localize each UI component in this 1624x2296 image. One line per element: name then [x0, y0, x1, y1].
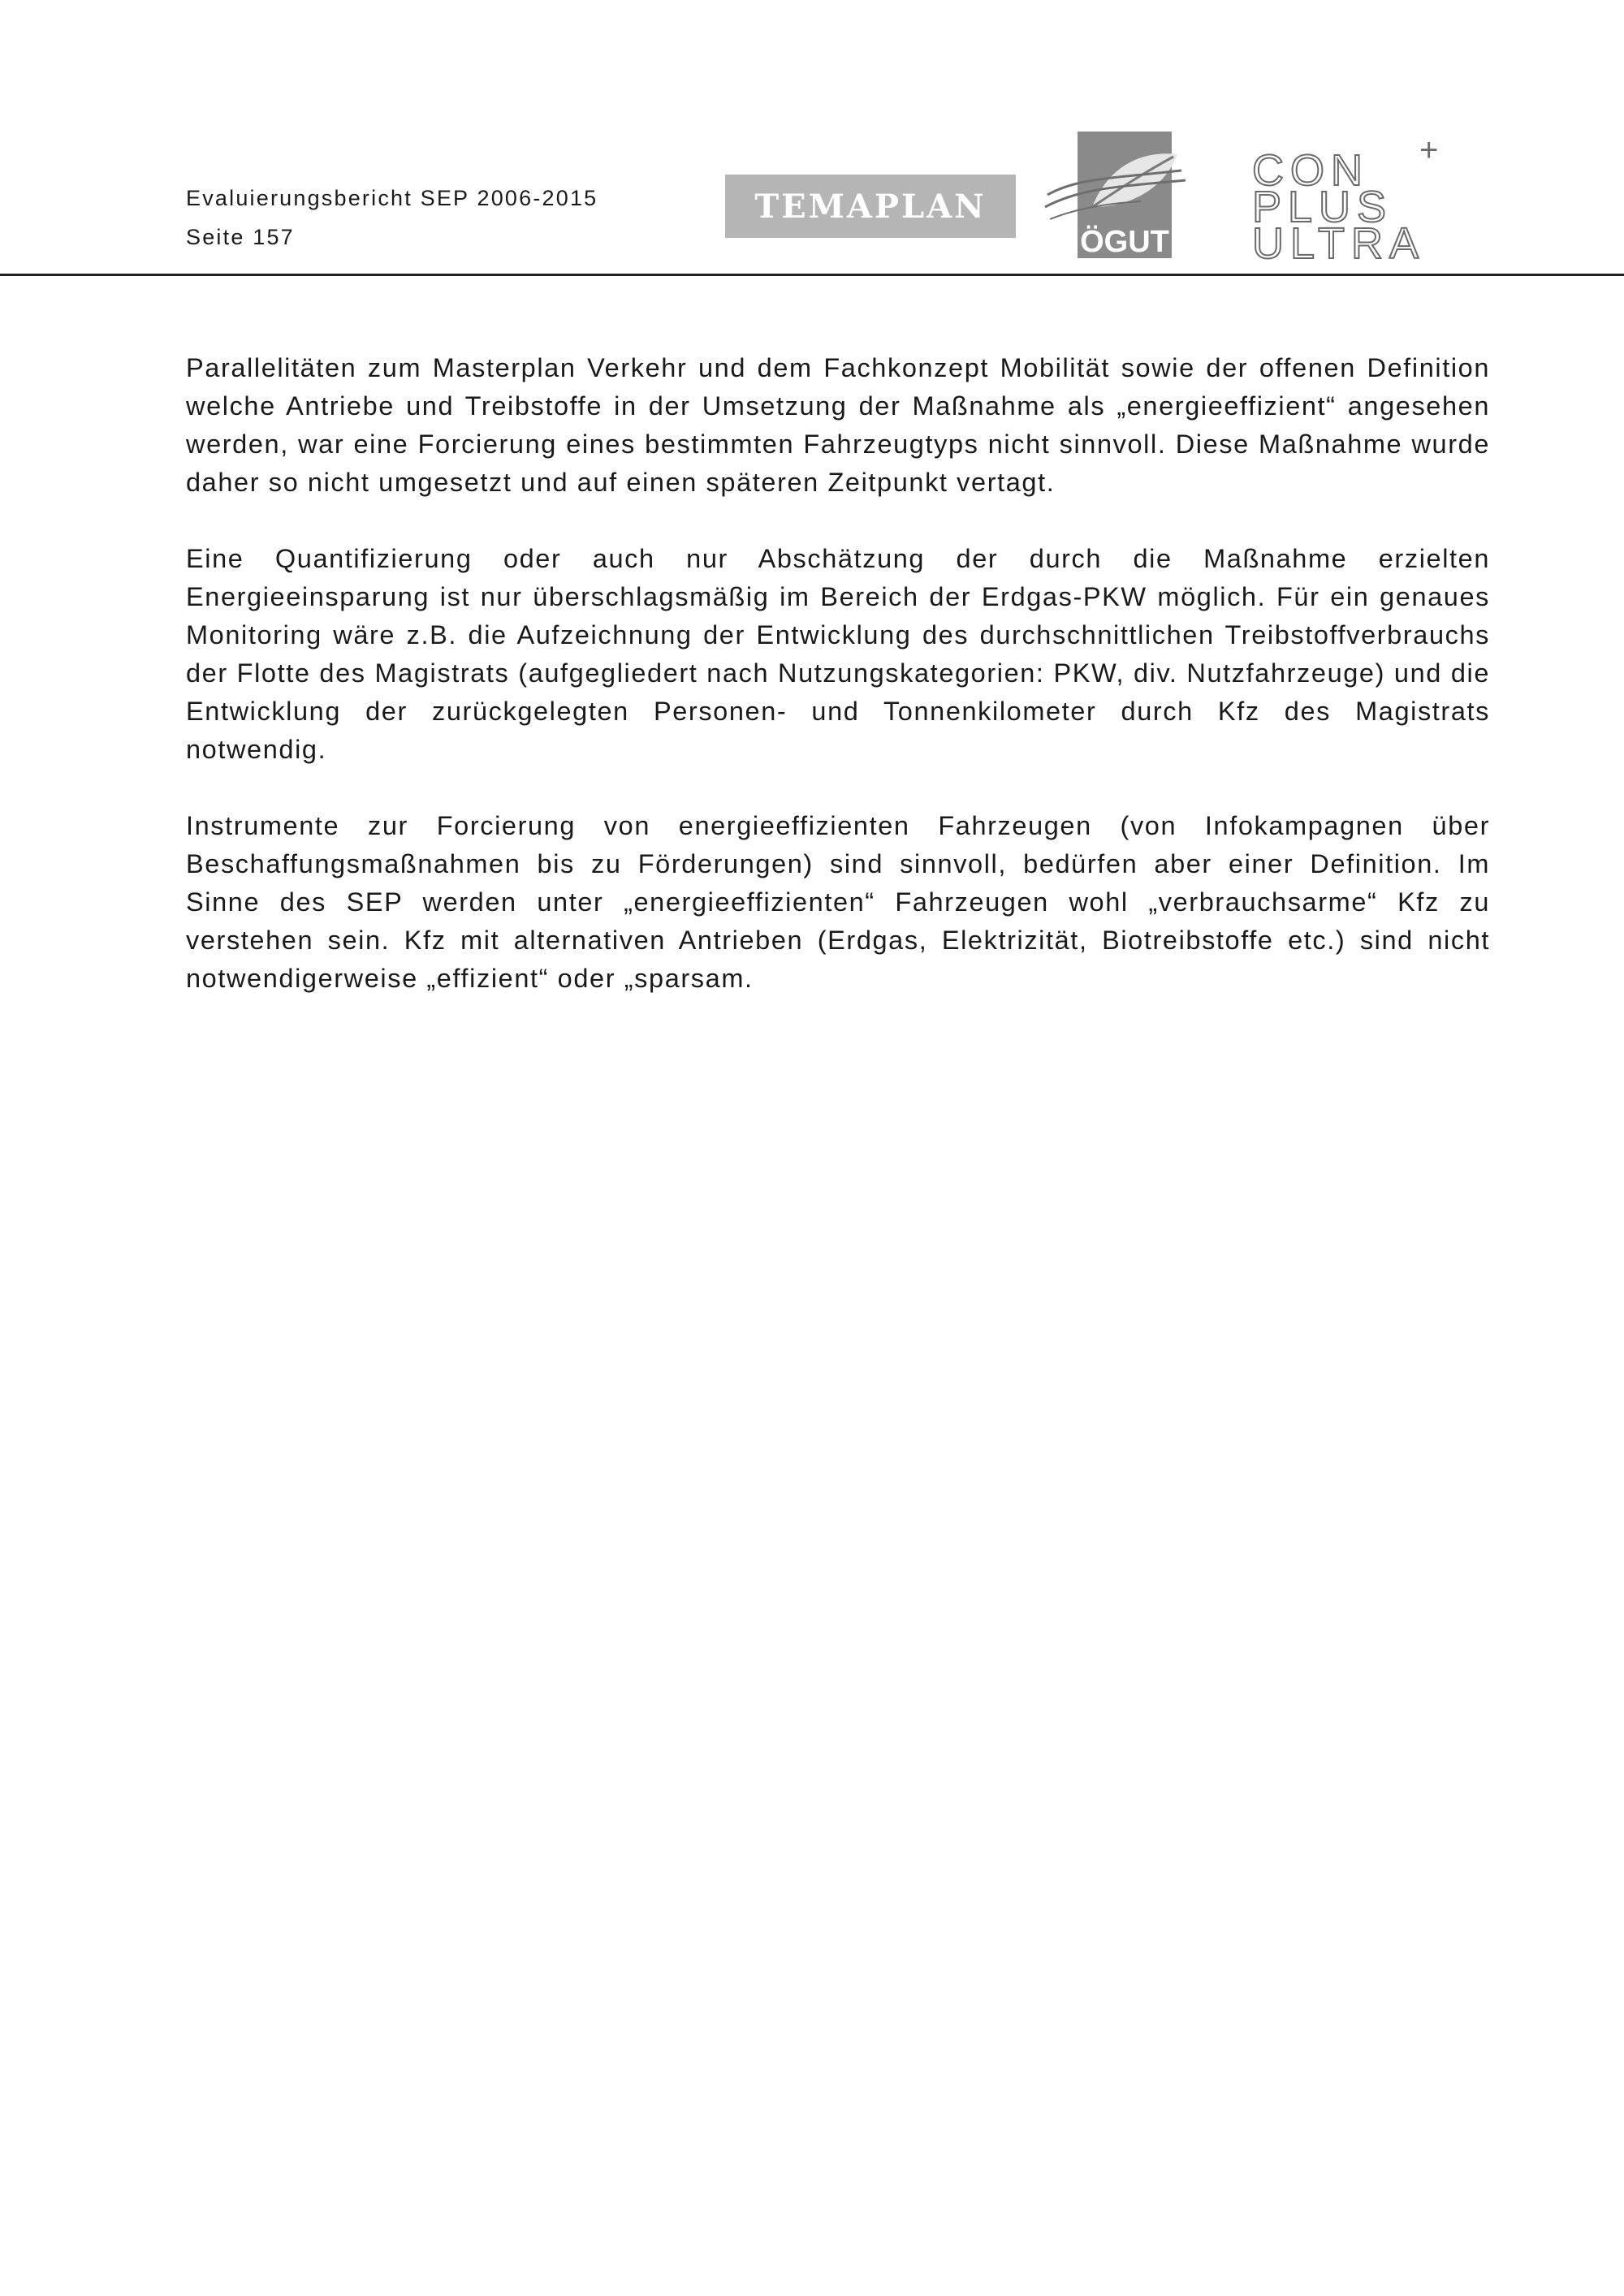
temaplan-logo-text: TEMAPLAN	[754, 187, 987, 226]
ogut-logo-text: ÖGUT	[1080, 225, 1169, 259]
page-number: Seite 157	[186, 225, 295, 249]
body-paragraph-2: Eine Quantifizierung oder auch nur Abschätzung der durch die Maßnahme erzielten Energieeinsparung ist nur überschlagsmäßig im Bereich der Erdgas-PKW möglich. Für ein genaues Monitoring wäre z.B. die Aufzeichnung der Entwicklung des durchschnittlichen Treibstoffverbrauchs der Flotte des Magistrats (aufgegliedert nach Nutzungskategorien: PKW, div. Nutzfahrzeuge) und die Entwicklung der zurückgelegten Personen- und Tonnenkilometer durch Kfz des Magistrats notwendig.	[186, 544, 1490, 764]
plus-sign-icon: +	[1419, 136, 1439, 168]
con-plus-ultra-logo	[1250, 136, 1453, 260]
temaplan-logo	[725, 175, 1016, 238]
ultra-text: ULTRA	[1252, 219, 1426, 260]
plus-text: PLUS	[1252, 183, 1393, 231]
page-header	[0, 0, 1624, 276]
con-text: CON	[1252, 146, 1369, 195]
header-text-block	[186, 179, 598, 257]
ogut-logo	[1043, 130, 1190, 260]
report-title: Evaluierungsbericht SEP 2006-2015	[186, 186, 598, 210]
document-body	[186, 349, 1490, 1036]
body-paragraph-3: Instrumente zur Forcierung von energieeffizienten Fahrzeugen (von Infokampagnen über Beschaffungsmaßnahmen bis zu Förderungen) sind sinnvoll, bedürfen aber einer Definition. Im Sinne des SEP werden unter „energieeffizienten“ Fahrzeugen wohl „verbrauchsarme“ Kfz zu verstehen sein. Kfz mit alternativen Antrieben (Erdgas, Elektrizität, Biotreibstoffe etc.) sind nicht notwendigerweise „effizient“ oder „sparsam.	[186, 811, 1490, 993]
body-paragraph-1: Parallelitäten zum Masterplan Verkehr und dem Fachkonzept Mobilität sowie der offenen Definition welche Antriebe und Treibstoffe in der Umsetzung der Maßnahme als „energieeffizient“ angesehen werden, war eine Forcierung eines bestimmten Fahrzeugtyps nicht sinnvoll. Diese Maßnahme wurde daher so nicht umgesetzt und auf einen späteren Zeitpunkt vertagt.	[186, 353, 1490, 497]
